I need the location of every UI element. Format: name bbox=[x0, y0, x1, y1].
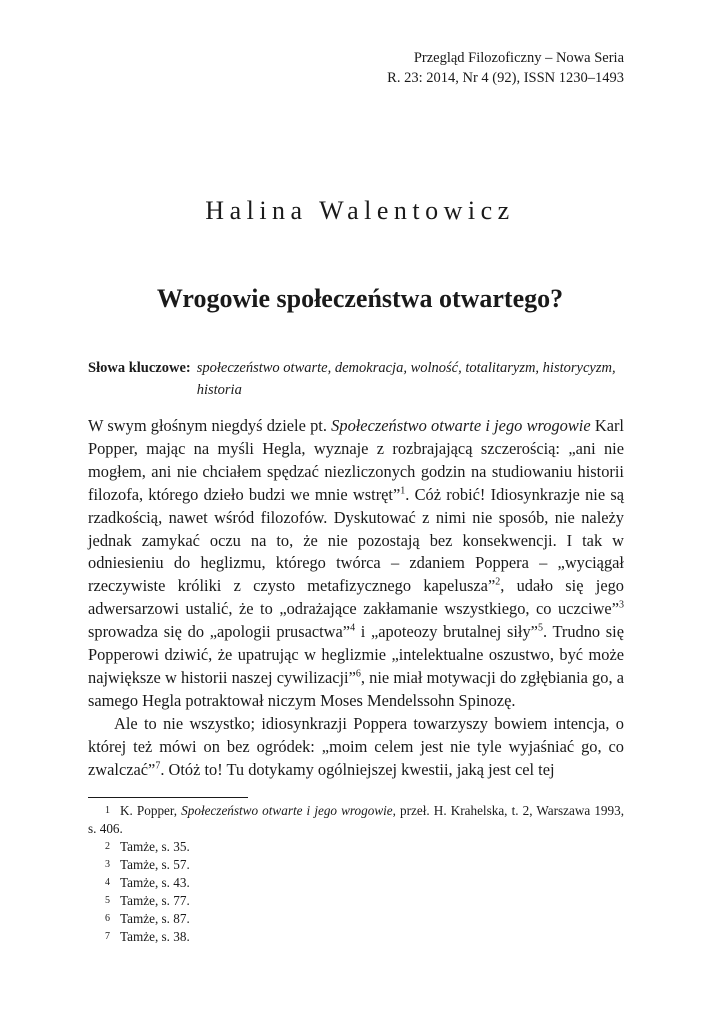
footnote-ref-5: 5 bbox=[537, 622, 543, 634]
paragraph-1 bbox=[88, 415, 624, 713]
p1-book-title: Społeczeństwo otwarte i jego wrogowie bbox=[331, 416, 591, 435]
footnote-6 bbox=[88, 910, 624, 928]
p2-text-1: Ale to nie wszystko; idiosynkrazji Poppera towarzyszy bowiem intencja, o której też mówi on bez ogródek: „moim celem jest nie tyle wyjaśniać go, co zwalczać” bbox=[88, 713, 624, 779]
footnote-3 bbox=[88, 856, 624, 874]
footnote-text: K. Popper, bbox=[120, 803, 182, 818]
footnote-number: 1 bbox=[105, 805, 110, 816]
p1-text-6: i „apoteozy brutalnej siły” bbox=[355, 622, 538, 642]
footnote-1 bbox=[88, 802, 624, 838]
p1-text-1: W swym głośnym niegdyś dziele pt. bbox=[88, 416, 332, 435]
footnote-2 bbox=[88, 838, 624, 856]
p1-text-4: , udało się jego adwersarzowi ustalić, że to „odrażające zakłamanie wszystkiego, co uczciwe” bbox=[88, 576, 624, 619]
keywords-label: Słowa kluczowe: bbox=[88, 360, 191, 376]
footnote-ref-6: 6 bbox=[355, 668, 361, 680]
keywords-text: społeczeństwo otwarte, demokracja, wolność, totalitaryzm, historycyzm, historia bbox=[196, 360, 616, 398]
footnote-number: 7 bbox=[105, 931, 110, 942]
p2-text-2: . Otóż to! Tu dotykamy ogólniejszej kwestii, jaką jest cel tej bbox=[160, 759, 555, 779]
footnote-5 bbox=[88, 892, 624, 910]
footnote-book-title: Społeczeństwo otwarte i jego wrogowie bbox=[181, 803, 393, 818]
p1-text-3: . Cóż robić! Idiosynkrazje nie są rzadkością, nawet wśród filozofów. Dyskutować z nimi nie sposób, nie należy jednak zamykać oczu na to, że nie pozostają bez konsekwencji. I tak w odniesieniu do heglizmu, którego twórca – zdaniem Poppera – „wyciągał rzeczywiste króliki z czysto metafizycznego kapelusza” bbox=[88, 484, 624, 596]
footnote-number: 3 bbox=[105, 859, 110, 870]
journal-volume: R. 23: 2014, Nr 4 (92), ISSN 1230–1493 bbox=[387, 70, 624, 86]
footnote-text: Tamże, s. 87. bbox=[120, 911, 190, 926]
footnote-text: Tamże, s. 77. bbox=[120, 893, 190, 908]
footnote-7 bbox=[88, 928, 624, 946]
footnote-ref-1: 1 bbox=[400, 485, 406, 497]
paper-title: Wrogowie społeczeństwa otwartego? bbox=[156, 284, 564, 313]
footnote-4 bbox=[88, 874, 624, 892]
footnote-text: Tamże, s. 38. bbox=[120, 929, 190, 944]
p1-text-8: , nie miał motywacji do zgłębiania go, a samego Hegla potraktował niczym Moses Mendelssohn Spinozę. bbox=[88, 667, 624, 710]
footnote-divider bbox=[88, 797, 248, 798]
footnote-ref-2: 2 bbox=[495, 576, 501, 588]
journal-name: Przegląd Filozoficzny – Nowa Seria bbox=[413, 50, 624, 66]
p1-text-5: sprowadza się do „apologii prusactwa” bbox=[88, 622, 351, 642]
footnote-number: 6 bbox=[105, 913, 110, 924]
footnote-text: Tamże, s. 43. bbox=[120, 875, 190, 890]
footnote-text: Tamże, s. 57. bbox=[120, 857, 190, 872]
footnote-number: 4 bbox=[105, 877, 110, 888]
p1-text-7: . Trudno się Popperowi dziwić, że upatrując w heglizmie „intelektualne oszustwo, być może największe w historii naszej cywilizacji” bbox=[88, 622, 624, 687]
body-text bbox=[88, 415, 624, 782]
footnote-number: 5 bbox=[105, 895, 110, 906]
keywords-block bbox=[88, 357, 624, 401]
footnotes bbox=[88, 802, 624, 946]
footnote-text: Tamże, s. 35. bbox=[120, 839, 190, 854]
author-name: Halina Walentowicz bbox=[205, 196, 515, 225]
journal-header bbox=[387, 48, 624, 88]
p1-text-2: Karl Popper, mając na myśli Hegla, wyznaje z rozbrajającą szczerością: „ani nie mogłem, ani nie chciałem spędzać niezliczonych godzin na studiowaniu historii filozofa, którego dzieło budzi we mnie wstręt” bbox=[88, 416, 624, 504]
footnote-ref-4: 4 bbox=[350, 622, 356, 634]
footnote-ref-3: 3 bbox=[619, 599, 624, 611]
footnote-ref-7: 7 bbox=[155, 760, 161, 772]
footnote-number: 2 bbox=[105, 841, 110, 852]
footnote-text: , przeł. H. Krahelska, t. 2, Warszawa 1993, s. 406. bbox=[88, 803, 624, 836]
paragraph-2 bbox=[88, 713, 624, 782]
